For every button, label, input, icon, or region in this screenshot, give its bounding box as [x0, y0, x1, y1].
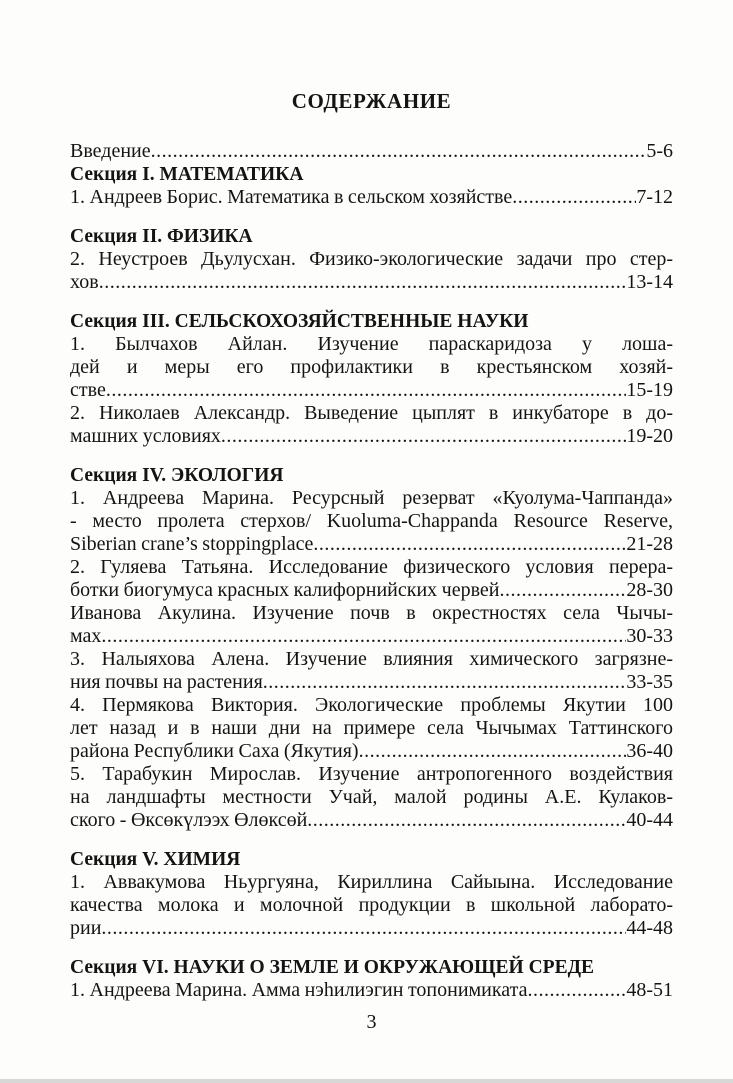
toc-entry-text: 1. Андреев Борис. Математика в сельском хозяйстве: [70, 186, 513, 208]
toc-entry-line: [70, 271, 673, 294]
dot-leader: [101, 625, 626, 648]
toc-lines: [70, 140, 673, 1002]
toc-entry-line: [70, 917, 673, 940]
toc-entry-text-line: дей и меры его профилактики в крестьянском хозяй-: [70, 356, 673, 378]
section-gap: [70, 209, 673, 225]
page-range: 44-48: [626, 917, 673, 939]
dot-leader: [263, 671, 627, 694]
toc-entry-text: ского - Өксөкүлээх Өлөксөй: [70, 809, 308, 831]
toc-entry-line: [70, 186, 673, 209]
toc-entry-text: ботки биогумуса красных калифорнийских червей: [70, 579, 500, 601]
page-range: 19-20: [626, 425, 673, 447]
section-gap: [70, 832, 673, 848]
toc-entry-line: [70, 979, 673, 1002]
dot-leader: [101, 917, 626, 940]
toc-section-heading: Секция II. ФИЗИКА: [70, 226, 253, 247]
page-range: 15-19: [626, 379, 673, 401]
toc-entry-text-line: 2. Гуляева Татьяна. Исследование физического условия перера-: [70, 556, 673, 578]
page-range: 21-28: [626, 533, 673, 555]
toc-entry-text-line: Иванова Акулина. Изучение почв в окрестностях села Чычы-: [70, 602, 673, 624]
dot-leader: [151, 140, 647, 163]
toc-entry-line: [70, 140, 673, 163]
page-range: 5-6: [646, 140, 673, 162]
page-range: 33-35: [626, 671, 673, 693]
toc-entry-text: Siberian crane’s stoppingplace: [70, 533, 314, 555]
toc-entry-line: [70, 579, 673, 602]
toc-entry-text: машних условиях: [70, 425, 221, 447]
toc-entry-line: [70, 671, 673, 694]
toc-entry-text-line: 4. Пермякова Виктория. Экологические проблемы Якутии 100: [70, 694, 673, 716]
dot-leader: [500, 579, 627, 602]
toc-entry-text-line: качества молока и молочной продукции в школьной лаборато-: [70, 894, 673, 916]
page-number: 3: [366, 1011, 377, 1033]
section-gap: [70, 294, 673, 310]
dot-leader: [359, 740, 627, 763]
dot-leader: [106, 379, 627, 402]
toc-entry-text: района Республики Саха (Якутия): [70, 740, 359, 762]
toc-entry-line: [70, 379, 673, 402]
toc-section-heading: Секция IV. ЭКОЛОГИЯ: [70, 465, 284, 486]
toc-entry-text-line: 2. Неустроев Дьулусхан. Физико-экологические задачи про стер-: [70, 248, 673, 270]
toc-entry-text-line: 1. Аввакумова Ньургуяна, Кириллина Сайыына. Исследование: [70, 871, 673, 893]
toc-entry-text: стве: [70, 379, 106, 401]
toc-entry-text: хов: [70, 271, 99, 293]
toc-entry-text-line: на ландшафты местности Учай, малой родины А.Е. Кулаков-: [70, 786, 673, 808]
dot-leader: [99, 271, 627, 294]
toc-entry-text: мах: [70, 625, 102, 647]
section-gap: [70, 448, 673, 464]
toc-entry-text-line: 5. Тарабукин Мирослав. Изучение антропогенного воздействия: [70, 763, 673, 785]
dot-leader: [528, 979, 627, 1002]
toc-section-heading: Секция VI. НАУКИ О ЗЕМЛЕ И ОКРУЖАЮЩЕЙ СРЕДЕ: [70, 957, 595, 978]
toc-entry-line: [70, 533, 673, 556]
page-title: СОДЕРЖАНИЕ: [291, 89, 452, 113]
toc-section-heading: Секция I. МАТЕМАТИКА: [70, 164, 304, 185]
section-gap: [70, 940, 673, 956]
toc-entry-text-line: - место пролета стерхов/ Kuoluma-Chappanda Resource Reserve,: [70, 510, 673, 532]
toc-section-heading: Секция V. ХИМИЯ: [70, 849, 241, 870]
toc-entry-line: [70, 740, 673, 763]
toc-entry-text-line: 3. Налыяхова Алена. Изучение влияния химического загрязне-: [70, 648, 673, 670]
page-range: 40-44: [626, 809, 673, 831]
toc-entry-text: ния почвы на растения: [70, 671, 263, 693]
toc-entry-text: Введение: [70, 140, 151, 162]
toc-entry-text-line: 1. Былчахов Айлан. Изучение параскаридоза у лоша-: [70, 333, 673, 355]
page-range: 13-14: [626, 271, 673, 293]
dot-leader: [313, 533, 626, 556]
toc-entry-text: 1. Андреева Марина. Амма нэһилиэгин топонимиката: [70, 979, 528, 1001]
toc-entry-line: [70, 809, 673, 832]
page-range: 7-12: [636, 186, 673, 208]
toc-section-heading: Секция III. СЕЛЬСКОХОЗЯЙСТВЕННЫЕ НАУКИ: [70, 311, 529, 332]
dot-leader: [512, 186, 636, 209]
page-range: 48-51: [626, 979, 673, 1001]
page-range: 30-33: [626, 625, 673, 647]
page-range: 36-40: [626, 740, 673, 762]
dot-leader: [221, 425, 626, 448]
toc-entry-line: [70, 425, 673, 448]
dot-leader: [307, 809, 626, 832]
toc-entry-text: рии: [70, 917, 102, 939]
toc-entry-text-line: 1. Андреева Марина. Ресурсный резерват «Куолума-Чаппанда»: [70, 487, 673, 509]
toc-entry-line: [70, 625, 673, 648]
toc-entry-text-line: 2. Николаев Александр. Выведение цыплят в инкубаторе в до-: [70, 402, 673, 424]
page-range: 28-30: [626, 579, 673, 601]
toc-entry-text-line: лет назад и в наши дни на примере села Чычымах Таттинского: [70, 717, 673, 739]
